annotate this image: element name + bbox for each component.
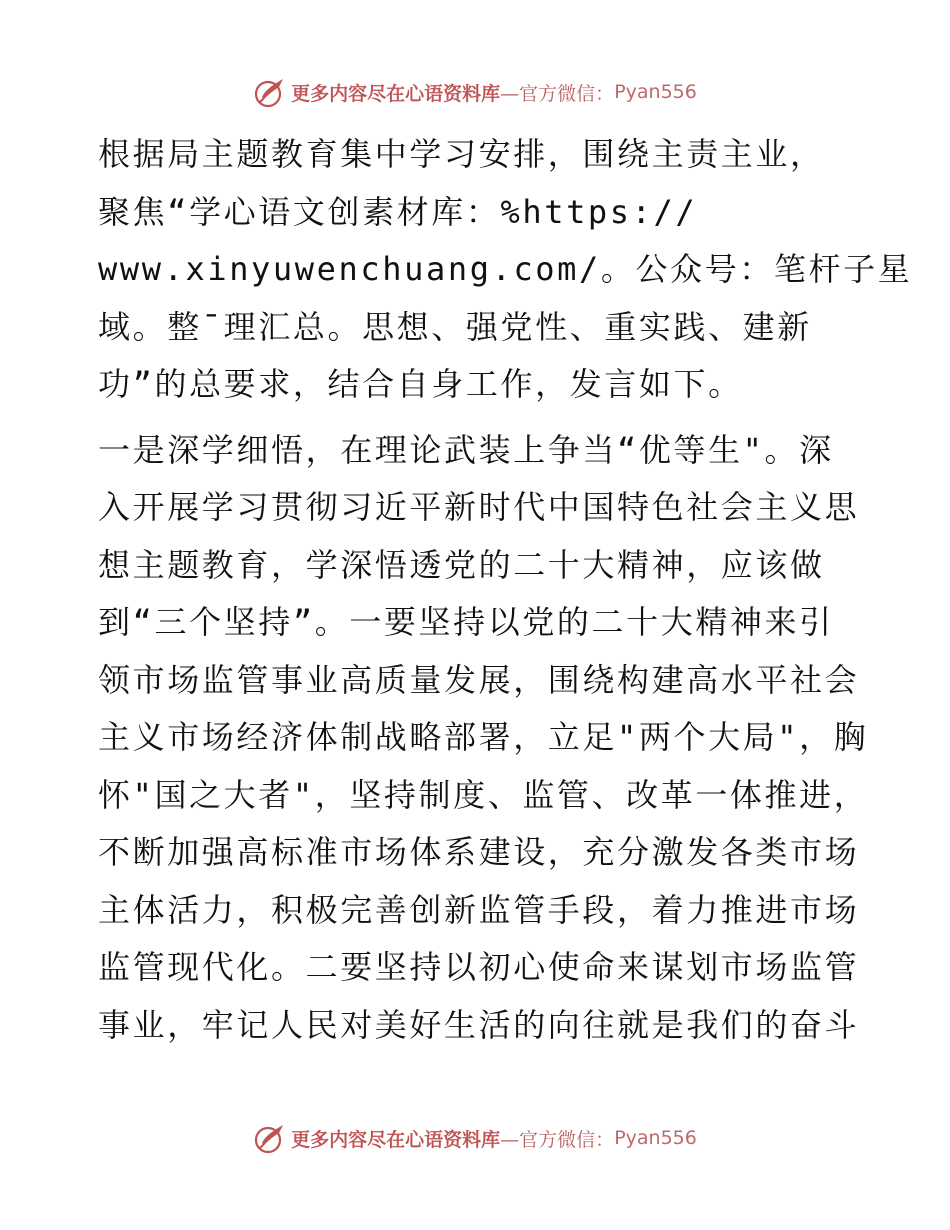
text-line: 监管现代化。二要坚持以初心使命来谋划市场监管 (98, 948, 860, 986)
footer-wechat-label: —官方微信： (500, 1128, 615, 1151)
header-wechat-label: —官方微信： (500, 82, 615, 105)
pen-logo-icon (253, 75, 287, 109)
text-line: 入开展学习贯彻习近平新时代中国特色社会主义思 (98, 488, 860, 526)
text-line: 到“三个坚持”。一要坚持以党的二十大精神来引 (98, 603, 834, 641)
paragraph-2 (98, 422, 869, 1055)
text-line: 想主题教育，学深悟透党的二十大精神，应该做 (98, 545, 825, 584)
text-line: 一是深学细悟，在理论武装上争当“优等生"。深 (98, 430, 834, 469)
text-line: 事业，牢记人民对美好生活的向往就是我们的奋斗 (98, 1005, 860, 1044)
document-body (98, 126, 913, 1054)
header-watermark (0, 72, 950, 112)
text-line: 域。整¯理汇总。思想、强党性、重实践、建新 (98, 307, 812, 346)
text-line: 不断加强高标准市场体系建设，充分激发各类市场 (98, 833, 860, 871)
text-line: 怀"国之大者"，坚持制度、监管、改革一体推进， (98, 775, 869, 814)
pen-logo-icon (253, 1121, 287, 1155)
paragraph-1 (98, 126, 913, 414)
text-line: 领市场监管事业高质量发展，围绕构建高水平社会 (98, 660, 860, 699)
text-line: 主义市场经济体制战略部署，立足"两个大局"，胸 (98, 718, 869, 756)
text-line: 主体活力，积极完善创新监管手段，着力推进市场 (98, 890, 860, 929)
footer-watermark (0, 1118, 950, 1158)
text-line: www.xinyuwenchuang.com/。公众号：笔杆子星 (98, 250, 913, 288)
paragraph-gap (98, 414, 858, 422)
text-line: 功”的总要求，结合自身工作，发言如下。 (98, 365, 743, 403)
text-line: 根据局主题教育集中学习安排，围绕主责主业， (98, 135, 825, 173)
text-line: 聚焦“学心语文创素材库：%https:// (98, 192, 698, 231)
header-wechat-id: Pyan556 (614, 81, 697, 103)
footer-wechat-id: Pyan556 (614, 1127, 697, 1149)
footer-title: 更多内容尽在心语资料库 (291, 1128, 501, 1151)
header-title: 更多内容尽在心语资料库 (291, 82, 501, 105)
